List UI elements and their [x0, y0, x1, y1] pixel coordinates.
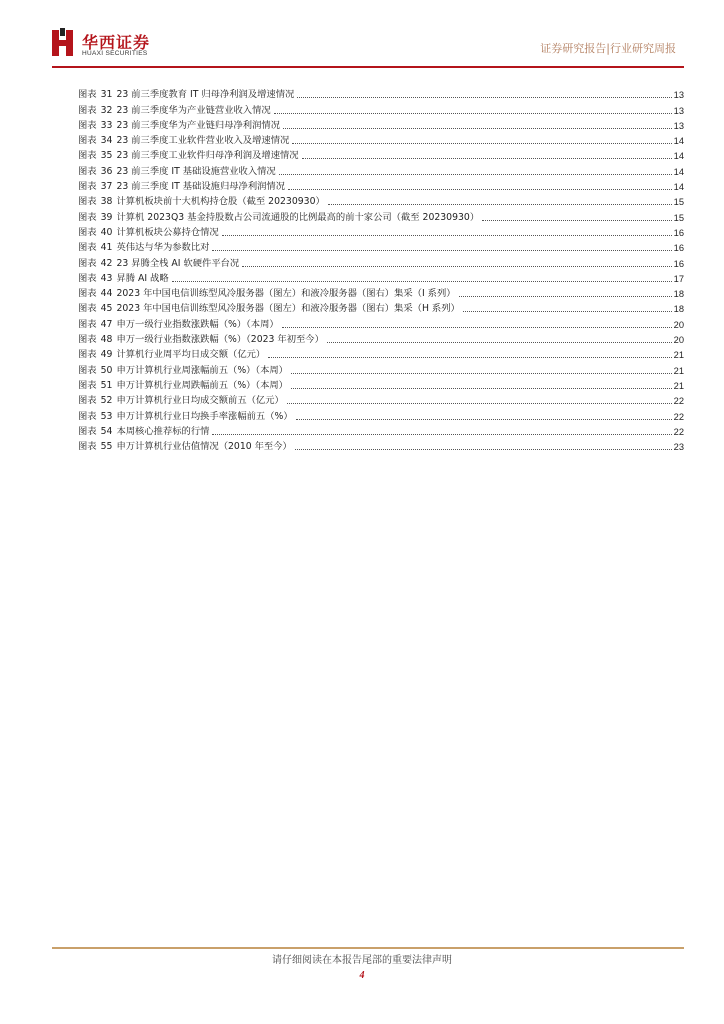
toc-entry-page: 22	[673, 396, 684, 407]
toc-leader-dots	[287, 403, 672, 404]
footer-divider	[52, 947, 684, 949]
toc-entry-prefix: 图表	[78, 257, 97, 269]
toc-entry-prefix: 图表	[78, 272, 97, 284]
toc-entry-prefix: 图表	[78, 104, 97, 116]
toc-entry-number: 33	[100, 119, 113, 131]
toc-entry[interactable]	[78, 331, 684, 346]
toc-entry-title: 23 前三季度华为产业链归母净利润情况	[116, 119, 280, 131]
toc-entry-page: 23	[673, 442, 684, 453]
toc-entry-prefix: 图表	[78, 288, 97, 300]
toc-entry-page: 21	[673, 350, 684, 361]
toc-leader-dots	[283, 128, 672, 129]
toc-entry-page: 13	[673, 90, 684, 101]
toc-entry-title: 23 前三季度教育 IT 归母净利润及增速情况	[116, 89, 295, 101]
toc-entry-prefix: 图表	[78, 395, 97, 407]
toc-leader-dots	[291, 373, 672, 374]
toc-entry-number: 49	[100, 349, 113, 361]
toc-leader-dots	[222, 235, 672, 236]
toc-entry-label	[78, 273, 116, 285]
toc-entry-page: 20	[673, 335, 684, 346]
toc-entry-number: 48	[100, 334, 113, 346]
toc-entry-label	[78, 426, 116, 438]
toc-entry[interactable]	[78, 162, 684, 177]
toc-entry-title: 申万一级行业指数涨跌幅（%）（本周）	[116, 318, 279, 330]
toc-entry[interactable]	[78, 193, 684, 208]
toc-entry-prefix: 图表	[78, 242, 97, 254]
toc-entry-label	[78, 212, 116, 224]
toc-leader-dots	[328, 204, 672, 205]
toc-entry-number: 31	[100, 89, 113, 101]
toc-entry-prefix: 图表	[78, 364, 97, 376]
toc-entry[interactable]	[78, 254, 684, 269]
toc-leader-dots	[242, 266, 671, 267]
toc-entry[interactable]	[78, 208, 684, 223]
toc-entry-page: 21	[673, 365, 684, 376]
toc-entry-prefix: 图表	[78, 181, 97, 193]
toc-entry-number: 34	[100, 135, 113, 147]
toc-entry-prefix: 图表	[78, 318, 97, 330]
toc-entry-page: 20	[673, 319, 684, 330]
toc-entry-prefix: 图表	[78, 165, 97, 177]
toc-entry-label	[78, 288, 116, 300]
toc-leader-dots	[297, 97, 671, 98]
toc-entry[interactable]	[78, 423, 684, 438]
toc-entry-prefix: 图表	[78, 150, 97, 162]
toc-leader-dots	[291, 388, 672, 389]
toc-leader-dots	[295, 449, 672, 450]
toc-entry-number: 42	[100, 257, 113, 269]
toc-entry-title: 2023 年中国电信训练型风冷服务器（图左）和液冷服务器（图右）集采（H 系列）	[116, 303, 460, 315]
toc-entry[interactable]	[78, 315, 684, 330]
toc-entry-page: 21	[673, 380, 684, 391]
toc-entry[interactable]	[78, 132, 684, 147]
toc-entry-page: 18	[673, 304, 684, 315]
toc-entry-label	[78, 181, 116, 193]
toc-entry-title: 申万一级行业指数涨跌幅（%）（2023 年初至今）	[116, 334, 324, 346]
toc-entry-page: 16	[673, 243, 684, 254]
toc-entry-number: 50	[100, 364, 113, 376]
toc-entry-number: 47	[100, 318, 113, 330]
toc-leader-dots	[327, 342, 672, 343]
toc-entry-label	[78, 196, 116, 208]
toc-entry[interactable]	[78, 300, 684, 315]
toc-entry-title: 23 昇腾全栈 AI 软硬件平台况	[116, 257, 240, 269]
toc-entry-prefix: 图表	[78, 425, 97, 437]
toc-entry-prefix: 图表	[78, 226, 97, 238]
toc-entry-title: 申万计算机行业日均换手率涨幅前五（%）	[116, 410, 293, 422]
toc-entry-label	[78, 319, 116, 331]
toc-entry-title: 计算机板块公募持仓情况	[116, 226, 219, 238]
toc-leader-dots	[302, 158, 672, 159]
toc-entry-prefix: 图表	[78, 89, 97, 101]
toc-entry-prefix: 图表	[78, 334, 97, 346]
toc-leader-dots	[292, 143, 671, 144]
toc-entry-number: 41	[100, 242, 113, 254]
toc-entry-title: 23 前三季度 IT 基础设施营业收入情况	[116, 165, 276, 177]
toc-entry-title: 23 前三季度工业软件归母净利润及增速情况	[116, 150, 299, 162]
toc-entry[interactable]	[78, 361, 684, 376]
toc-entry-number: 43	[100, 272, 113, 284]
toc-leader-dots	[268, 357, 671, 358]
toc-entry-number: 36	[100, 165, 113, 177]
toc-leader-dots	[212, 434, 671, 435]
toc-leader-dots	[288, 189, 672, 190]
toc-entry-title: 英伟达与华为参数比对	[116, 242, 210, 254]
toc-entry-label	[78, 334, 116, 346]
toc-entry-page: 18	[673, 289, 684, 300]
toc-leader-dots	[172, 281, 672, 282]
toc-entry-label	[78, 258, 116, 270]
toc-entry-title: 昇腾 AI 战略	[116, 272, 169, 284]
toc-entry-title: 23 前三季度工业软件营业收入及增速情况	[116, 135, 290, 147]
toc-entry-number: 38	[100, 196, 113, 208]
toc-entry-page: 15	[673, 212, 684, 223]
huaxi-logo-icon	[52, 28, 74, 58]
toc-entry-prefix: 图表	[78, 119, 97, 131]
toc-entry-title: 申万计算机行业周涨幅前五（%）（本周）	[116, 364, 288, 376]
toc-entry[interactable]	[78, 117, 684, 132]
toc-entry[interactable]	[78, 285, 684, 300]
brand-name-cn: 华西证券	[82, 33, 151, 52]
page-number: 4	[359, 970, 365, 981]
toc-entry-label	[78, 411, 116, 423]
toc-entry-label	[78, 242, 116, 254]
toc-entry-page: 16	[673, 227, 684, 238]
toc-entry[interactable]	[78, 178, 684, 193]
toc-entry-title: 23 前三季度华为产业链营业收入情况	[116, 104, 271, 116]
toc-entry[interactable]	[78, 407, 684, 422]
page-header	[52, 28, 682, 64]
toc-entry-label	[78, 349, 116, 361]
toc-entry-label	[78, 150, 116, 162]
header-divider	[52, 66, 684, 68]
toc-entry-number: 45	[100, 303, 113, 315]
legal-notice: 请仔细阅读在本报告尾部的重要法律声明	[272, 955, 452, 966]
toc-entry-prefix: 图表	[78, 303, 97, 315]
toc-entry[interactable]	[78, 377, 684, 392]
toc-leader-dots	[459, 296, 672, 297]
toc-entry-title: 计算机 2023Q3 基金持股数占公司流通股的比例最高的前十家公司（截至 20230930）	[116, 211, 480, 223]
toc-entry-page: 14	[673, 166, 684, 177]
toc-entry-page: 16	[673, 258, 684, 269]
toc-entry-label	[78, 441, 116, 453]
toc-entry-page: 14	[673, 182, 684, 193]
toc-entry-label	[78, 166, 116, 178]
toc-entry-page: 14	[673, 136, 684, 147]
toc-entry-page: 13	[673, 120, 684, 131]
toc-entry[interactable]	[78, 147, 684, 162]
toc-entry-title: 计算机板块前十大机构持仓股（截至 20230930）	[116, 196, 325, 208]
toc-entry[interactable]	[78, 438, 684, 453]
toc-entry[interactable]	[78, 101, 684, 116]
toc-entry-number: 53	[100, 410, 113, 422]
toc-entry-page: 22	[673, 426, 684, 437]
toc-entry-label	[78, 380, 116, 392]
toc-entry-number: 51	[100, 379, 113, 391]
toc-entry-prefix: 图表	[78, 196, 97, 208]
toc-entry-number: 54	[100, 425, 113, 437]
toc-entry[interactable]	[78, 270, 684, 285]
toc-leader-dots	[482, 220, 672, 221]
toc-entry-prefix: 图表	[78, 349, 97, 361]
toc-entry-page: 17	[673, 273, 684, 284]
toc-entry-title: 2023 年中国电信训练型风冷服务器（图左）和液冷服务器（图右）集采（I 系列）	[116, 288, 456, 300]
toc-entry-label	[78, 227, 116, 239]
toc-leader-dots	[212, 250, 671, 251]
toc-entry-number: 40	[100, 226, 113, 238]
brand-name-en: HUAXI SECURITIES	[82, 50, 148, 57]
toc-entry-label	[78, 395, 116, 407]
toc-leader-dots	[282, 327, 672, 328]
toc-entry-title: 计算机行业周平均日成交额（亿元）	[116, 349, 266, 361]
toc-entry-number: 39	[100, 211, 113, 223]
toc-entry-title: 申万计算机行业周跌幅前五（%）（本周）	[116, 379, 288, 391]
toc-leader-dots	[274, 113, 672, 114]
toc-entry-prefix: 图表	[78, 211, 97, 223]
toc-entry-prefix: 图表	[78, 441, 97, 453]
toc-entry-label	[78, 303, 116, 315]
toc-entry-number: 37	[100, 181, 113, 193]
toc-entry-number: 32	[100, 104, 113, 116]
toc-entry-number: 55	[100, 441, 113, 453]
toc-leader-dots	[296, 419, 672, 420]
toc-entry-prefix: 图表	[78, 379, 97, 391]
toc-entry[interactable]	[78, 224, 684, 239]
toc-entry-page: 14	[673, 151, 684, 162]
toc-entry-number: 44	[100, 288, 113, 300]
toc-entry[interactable]	[78, 392, 684, 407]
table-of-figures	[78, 86, 684, 453]
toc-entry-label	[78, 135, 116, 147]
toc-leader-dots	[463, 311, 672, 312]
toc-entry-number: 52	[100, 395, 113, 407]
toc-entry-label	[78, 365, 116, 377]
toc-entry-label	[78, 105, 116, 117]
toc-entry[interactable]	[78, 86, 684, 101]
toc-entry-title: 23 前三季度 IT 基础设施归母净利润情况	[116, 181, 286, 193]
toc-entry-title: 本周核心推荐标的行情	[116, 425, 210, 437]
toc-entry-page: 13	[673, 105, 684, 116]
toc-entry[interactable]	[78, 346, 684, 361]
toc-entry-prefix: 图表	[78, 410, 97, 422]
toc-entry-number: 35	[100, 150, 113, 162]
toc-entry[interactable]	[78, 239, 684, 254]
toc-entry-title: 申万计算机行业日均成交额前五（亿元）	[116, 395, 284, 407]
toc-leader-dots	[279, 174, 672, 175]
toc-entry-label	[78, 120, 116, 132]
toc-entry-title: 申万计算机行业估值情况（2010 年至今）	[116, 441, 292, 453]
report-type-label: 证券研究报告|行业研究周报	[540, 42, 676, 55]
toc-entry-prefix: 图表	[78, 135, 97, 147]
toc-entry-page: 22	[673, 411, 684, 422]
toc-entry-page: 15	[673, 197, 684, 208]
toc-entry-label	[78, 89, 116, 101]
